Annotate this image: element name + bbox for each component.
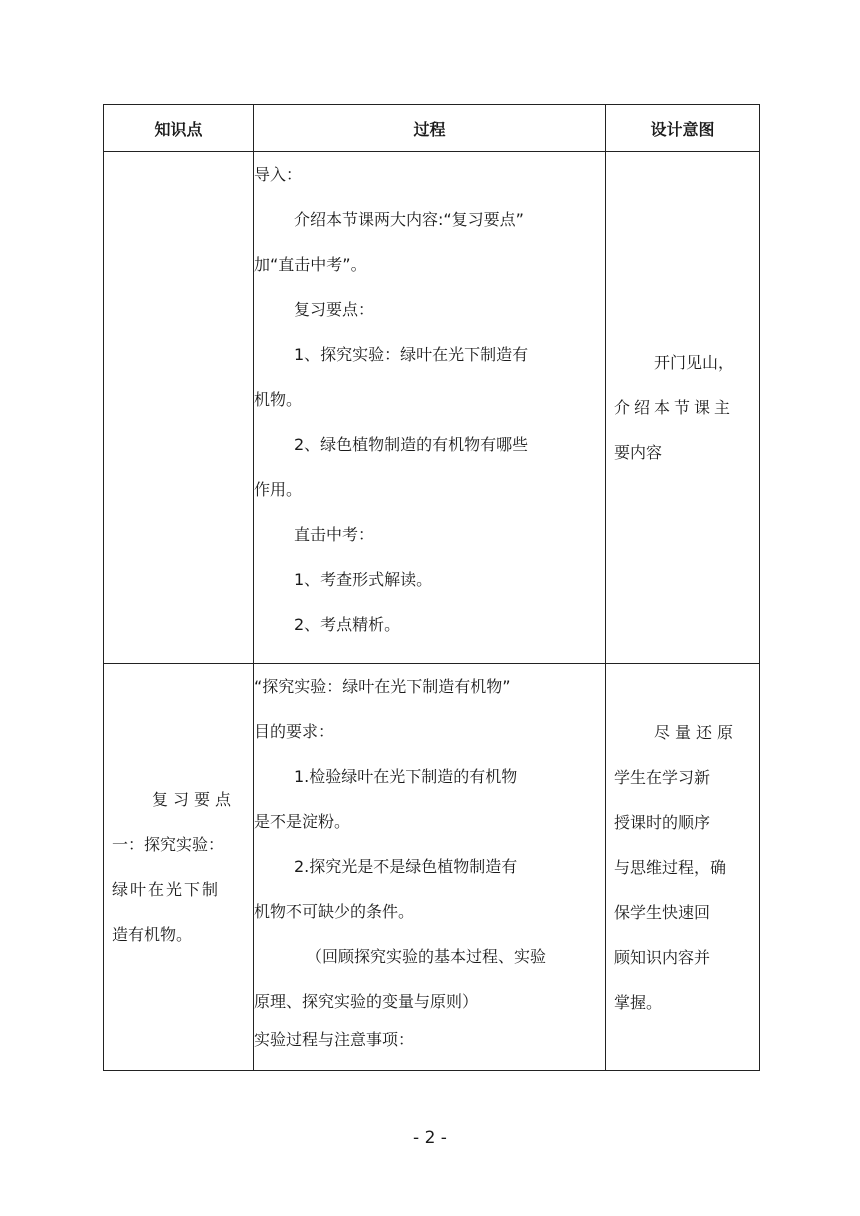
intent-line: 介绍本节课主 [614,398,735,417]
table-row [104,664,760,1071]
intent-line: 掌握。 [614,992,663,1012]
intent-line: 尽量还原 [654,722,739,742]
intent-line: 开门见山， [654,353,735,372]
intent-line: 与思维过程，确 [614,857,727,877]
kp-line: 复习要点 [152,790,237,809]
process-line: 1、探究实验：绿叶在光下制造有 [294,345,529,364]
design-intent-cell [606,152,760,664]
process-line: 实验过程与注意事项： [254,1030,415,1049]
process-line: 机物不可缺少的条件。 [254,902,415,921]
process-line: 2、绿色植物制造的有机物有哪些 [294,435,529,454]
header-design-intent: 设计意图 [606,105,760,152]
process-line: 作用。 [254,480,303,499]
table-header-row [104,105,760,152]
process-line: 2.探究光是不是绿色植物制造有 [294,857,518,876]
process-line: 2、考点精析。 [294,615,401,634]
intent-line: 授课时的顺序 [614,812,711,832]
process-cell [254,664,606,1071]
lesson-plan-table [103,104,760,1071]
intent-line: 顾知识内容并 [614,947,711,967]
process-line: 机物。 [254,390,303,409]
page-number: - 2 - [413,1128,447,1148]
process-line: 介绍本节课两大内容:“复习要点” [294,210,524,229]
kp-line: 一：探究实验： [112,835,225,854]
header-process: 过程 [254,105,606,152]
kp-line: 造有机物。 [112,925,193,944]
intent-line: 学生在学习新 [614,767,711,787]
process-line: （回顾探究实验的基本过程、实验 [306,947,547,966]
process-line: 1.检验绿叶在光下制造的有机物 [294,767,518,786]
process-line: 是不是淀粉。 [254,812,351,831]
process-cell [254,152,606,664]
process-line: 目的要求： [254,722,335,741]
process-line: 复习要点： [294,300,375,319]
knowledge-point-cell [104,664,254,1071]
intent-line: 要内容 [614,443,663,462]
process-line: 导入： [254,165,303,184]
process-line: 1、考查形式解读。 [294,570,433,589]
process-line: 加“直击中考”。 [254,255,367,274]
design-intent-cell [606,664,760,1071]
intent-line: 保学生快速回 [614,902,711,922]
process-line: 直击中考： [294,525,375,544]
process-line: “探究实验：绿叶在光下制造有机物” [254,677,511,696]
kp-line: 绿叶在光下制 [112,880,221,899]
knowledge-point-cell [104,152,254,664]
header-knowledge-point: 知识点 [104,105,254,152]
table-row [104,152,760,664]
process-line: 原理、探究实验的变量与原则） [254,992,479,1011]
